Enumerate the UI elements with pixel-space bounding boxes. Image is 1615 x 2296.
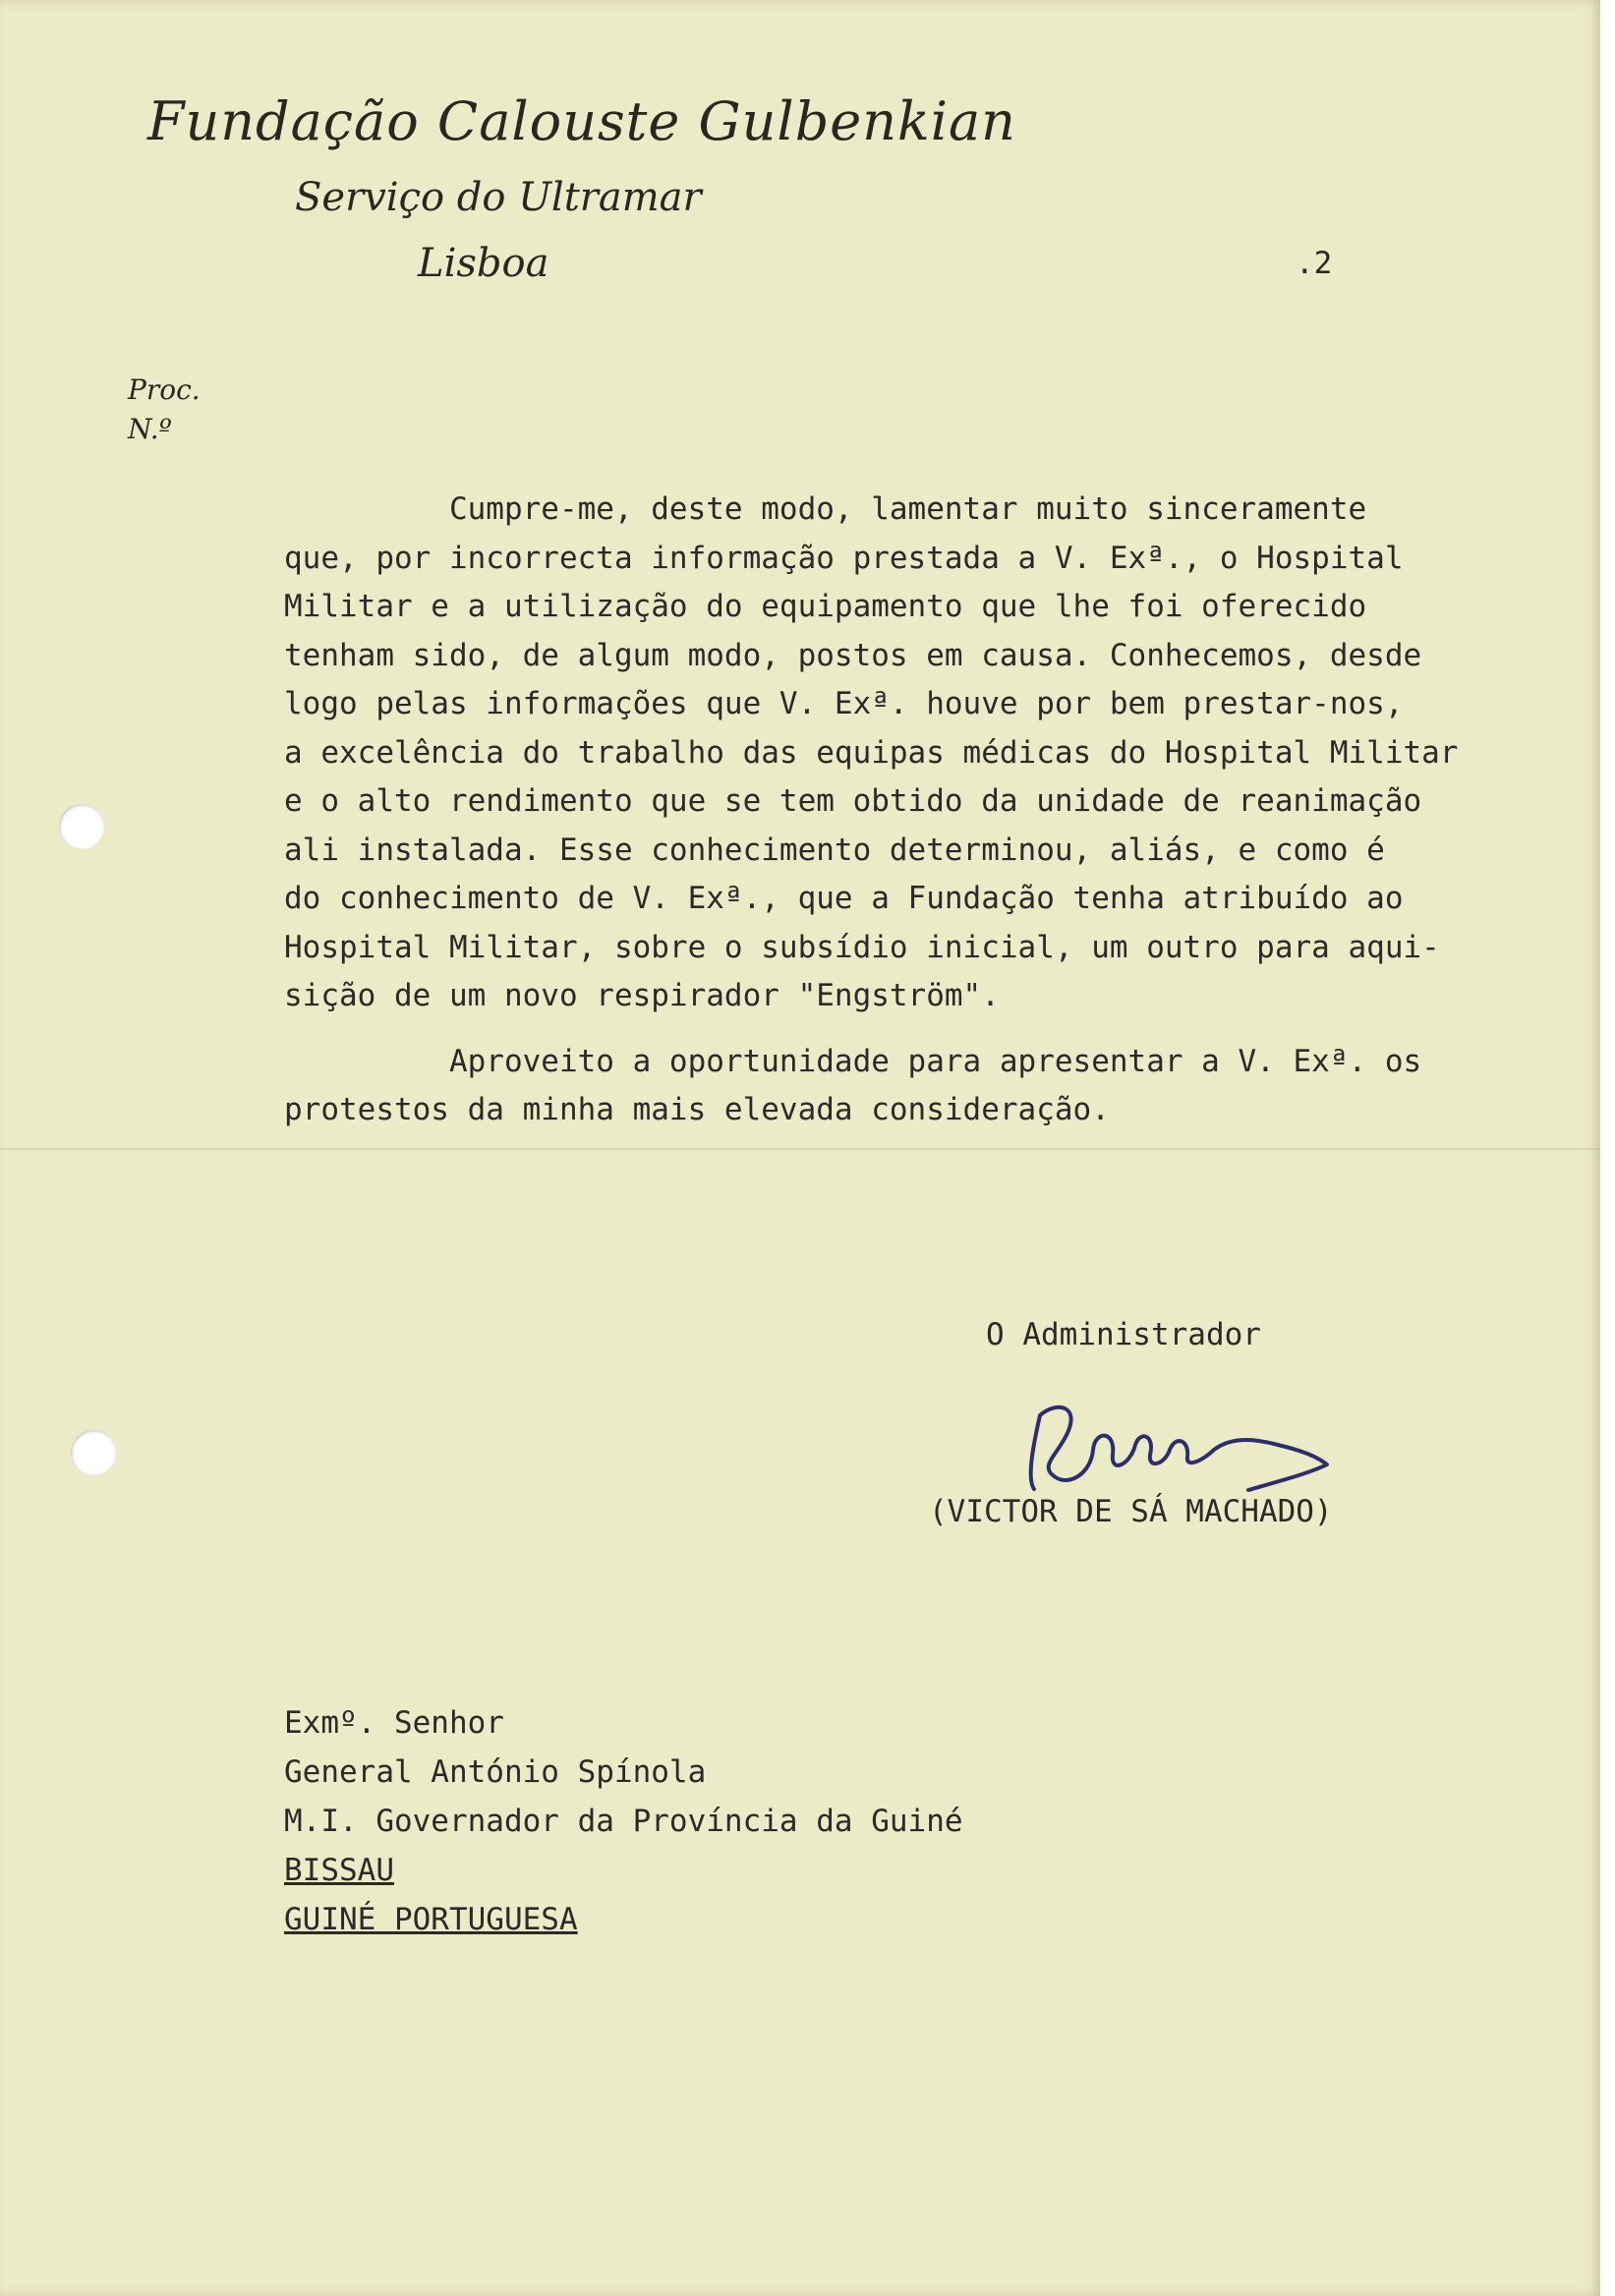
closing-title: O Administrador (986, 1317, 1261, 1352)
letterhead-number-label: N.º (128, 413, 172, 445)
addressee-country: GUINÉ PORTUGUESA (284, 1902, 578, 1937)
paper-fold-line (0, 1148, 1600, 1150)
addressee-city: BISSAU (284, 1853, 394, 1888)
letterhead-service: Serviço do Ultramar (295, 175, 702, 220)
body-line: que, por incorrecta informação prestada a V. Exª., o Hospital (284, 540, 1404, 576)
signatory-name: (VICTOR DE SÁ MACHADO) (929, 1494, 1333, 1529)
scan-border (1600, 0, 1615, 2296)
body-line: a excelência do trabalho das equipas médicas do Hospital Militar (284, 734, 1459, 771)
body-line: ali instalada. Esse conhecimento determinou, aliás, e como é (284, 832, 1385, 868)
addressee-salutation: Exmº. Senhor (284, 1705, 504, 1741)
body-line: sição de um novo respirador "Engström". (284, 978, 1000, 1013)
body-line: Cumpre-me, deste modo, lamentar muito sinceramente (284, 491, 1367, 527)
body-line: Hospital Militar, sobre o subsídio inicial, um outro para aqui- (284, 929, 1440, 965)
paragraph-gap (284, 1021, 1562, 1038)
letterhead-organization: Fundação Calouste Gulbenkian (147, 90, 1016, 152)
body-line: do conhecimento de V. Exª., que a Fundação tenha atribuído ao (284, 881, 1404, 916)
addressee-position: M.I. Governador da Província da Guiné (284, 1804, 963, 1839)
page-number: .2 (1296, 246, 1333, 281)
body-line: logo pelas informações que V. Exª. houve por bem prestar-nos, (284, 686, 1404, 721)
body-line: Aproveito a oportunidade para apresentar a V. Exª. os (284, 1043, 1422, 1079)
body-line: tenham sido, de algum modo, postos em causa. Conhecemos, desde (284, 637, 1422, 673)
letter-body (284, 486, 1562, 1135)
letterhead-proc-label: Proc. (128, 373, 201, 406)
addressee-name: General António Spínola (284, 1754, 707, 1790)
body-line: e o alto rendimento que se tem obtido da unidade de reanimação (284, 783, 1422, 819)
body-line: protestos da minha mais elevada consideração. (284, 1092, 1110, 1127)
letterhead-city: Lisboa (418, 241, 549, 286)
body-line: Militar e a utilização do equipamento que lhe foi oferecido (284, 589, 1367, 624)
punch-hole-bottom (71, 1430, 116, 1475)
punch-hole-top (59, 804, 104, 849)
